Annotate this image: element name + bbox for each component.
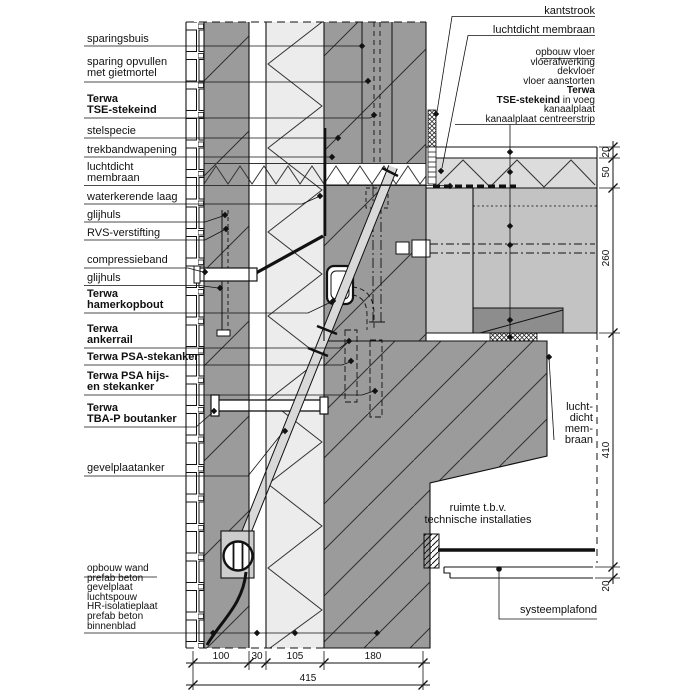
- label-ankerrail: Terwa: [87, 323, 118, 335]
- suspended-ceiling: [424, 534, 595, 578]
- label-opbouw-wand: opbouw wand: [87, 563, 149, 574]
- dim-105: 105: [286, 651, 304, 662]
- label-stelspecie: stelspecie: [87, 125, 136, 137]
- label-hamerkopbout: Terwa: [87, 288, 118, 300]
- label-vloerafwerking: vloerafwerking: [530, 57, 595, 68]
- label-terwa-voeg: Terwa: [566, 85, 595, 96]
- label-tse-in-voeg-rest: in voeg: [559, 95, 595, 106]
- label-kanaalplaat: kanaalplaat: [543, 104, 595, 115]
- dim-50: 50: [601, 166, 612, 178]
- dim-20-bottom: 20: [601, 580, 612, 592]
- label-sparing-opvullen: sparing opvullen: [87, 56, 168, 68]
- label-wand-prefab-2: prefab beton: [87, 611, 144, 622]
- label-kantstrook: kantstrook: [544, 5, 595, 17]
- label-glijhuls-a: glijhuls: [87, 209, 121, 221]
- label-glijhuls-b: glijhuls: [87, 272, 121, 284]
- label-terwa-tse-2: TSE-stekeind: [87, 104, 157, 116]
- dim-180: 180: [364, 651, 382, 662]
- label-gevelplaatanker: gevelplaatanker: [87, 462, 165, 474]
- label-hamerkopbout-2: hamerkopbout: [87, 299, 164, 311]
- label-psa-hijs: Terwa PSA hijs-: [87, 370, 169, 382]
- label-wand-binnenblad: binnenblad: [87, 621, 136, 632]
- label-psa-hijs-2: en stekanker: [87, 381, 155, 393]
- label-psa-stekanker: Terwa PSA-stekanker: [87, 351, 199, 363]
- label-compressieband: compressieband: [87, 254, 168, 266]
- label-wand-luchtspouw: luchtspouw: [87, 592, 138, 603]
- label-terwa-tse: Terwa: [87, 93, 118, 105]
- label-ankerrail-2: ankerrail: [87, 334, 133, 346]
- label-waterkerende-laag: waterkerende laag: [87, 191, 178, 203]
- label-wand-isolatie: HR-isolatieplaat: [87, 601, 158, 612]
- label-rvs-verstifting: RVS-verstifting: [87, 227, 161, 239]
- label-ruimte: ruimte t.b.v.: [449, 502, 507, 514]
- label-wand-gevelplaat: gevelplaat: [87, 582, 133, 593]
- label-sparing-opvullen-2: met gietmortel: [87, 67, 157, 79]
- label-tse-in-voeg-bold: TSE-stekeind: [496, 95, 560, 106]
- label-ruimte-2: technische installaties: [424, 514, 532, 526]
- label-tba-2: TBA-P boutanker: [87, 413, 177, 425]
- dim-30: 30: [251, 651, 263, 662]
- label-wand-prefab-1: prefab beton: [87, 573, 144, 584]
- label-luchtdicht-2: membraan: [87, 172, 140, 184]
- dim-20-top: 20: [601, 146, 612, 158]
- wall-below-floor: [324, 341, 547, 648]
- label-membraan-1: lucht-: [566, 401, 593, 413]
- label-luchtdicht-membraan-top: luchtdicht membraan: [492, 24, 595, 36]
- label-membraan-2: dicht: [569, 412, 593, 424]
- label-trekbandwapening: trekbandwapening: [87, 144, 177, 156]
- label-opbouw-vloer: opbouw vloer: [535, 47, 595, 58]
- brickwork-layer: [186, 22, 204, 648]
- label-tba: Terwa: [87, 402, 118, 414]
- label-centreerstrip: kanaalplaat centreerstrip: [485, 114, 595, 125]
- label-membraan-3: mem-: [564, 423, 593, 435]
- insulation-layer: [266, 22, 324, 648]
- label-systeemplafond: systeemplafond: [519, 604, 597, 616]
- dim-415-total: 415: [299, 673, 317, 684]
- dim-260: 260: [601, 249, 612, 267]
- label-vloer-aanstorten: vloer aanstorten: [523, 76, 595, 87]
- dim-410: 410: [601, 441, 612, 459]
- dim-100: 100: [212, 651, 230, 662]
- label-sparingsbuis: sparingsbuis: [87, 33, 149, 45]
- label-membraan-4: braan: [564, 434, 593, 446]
- label-dekvloer: dekvloer: [557, 66, 595, 77]
- label-luchtdicht: luchtdicht: [87, 161, 134, 173]
